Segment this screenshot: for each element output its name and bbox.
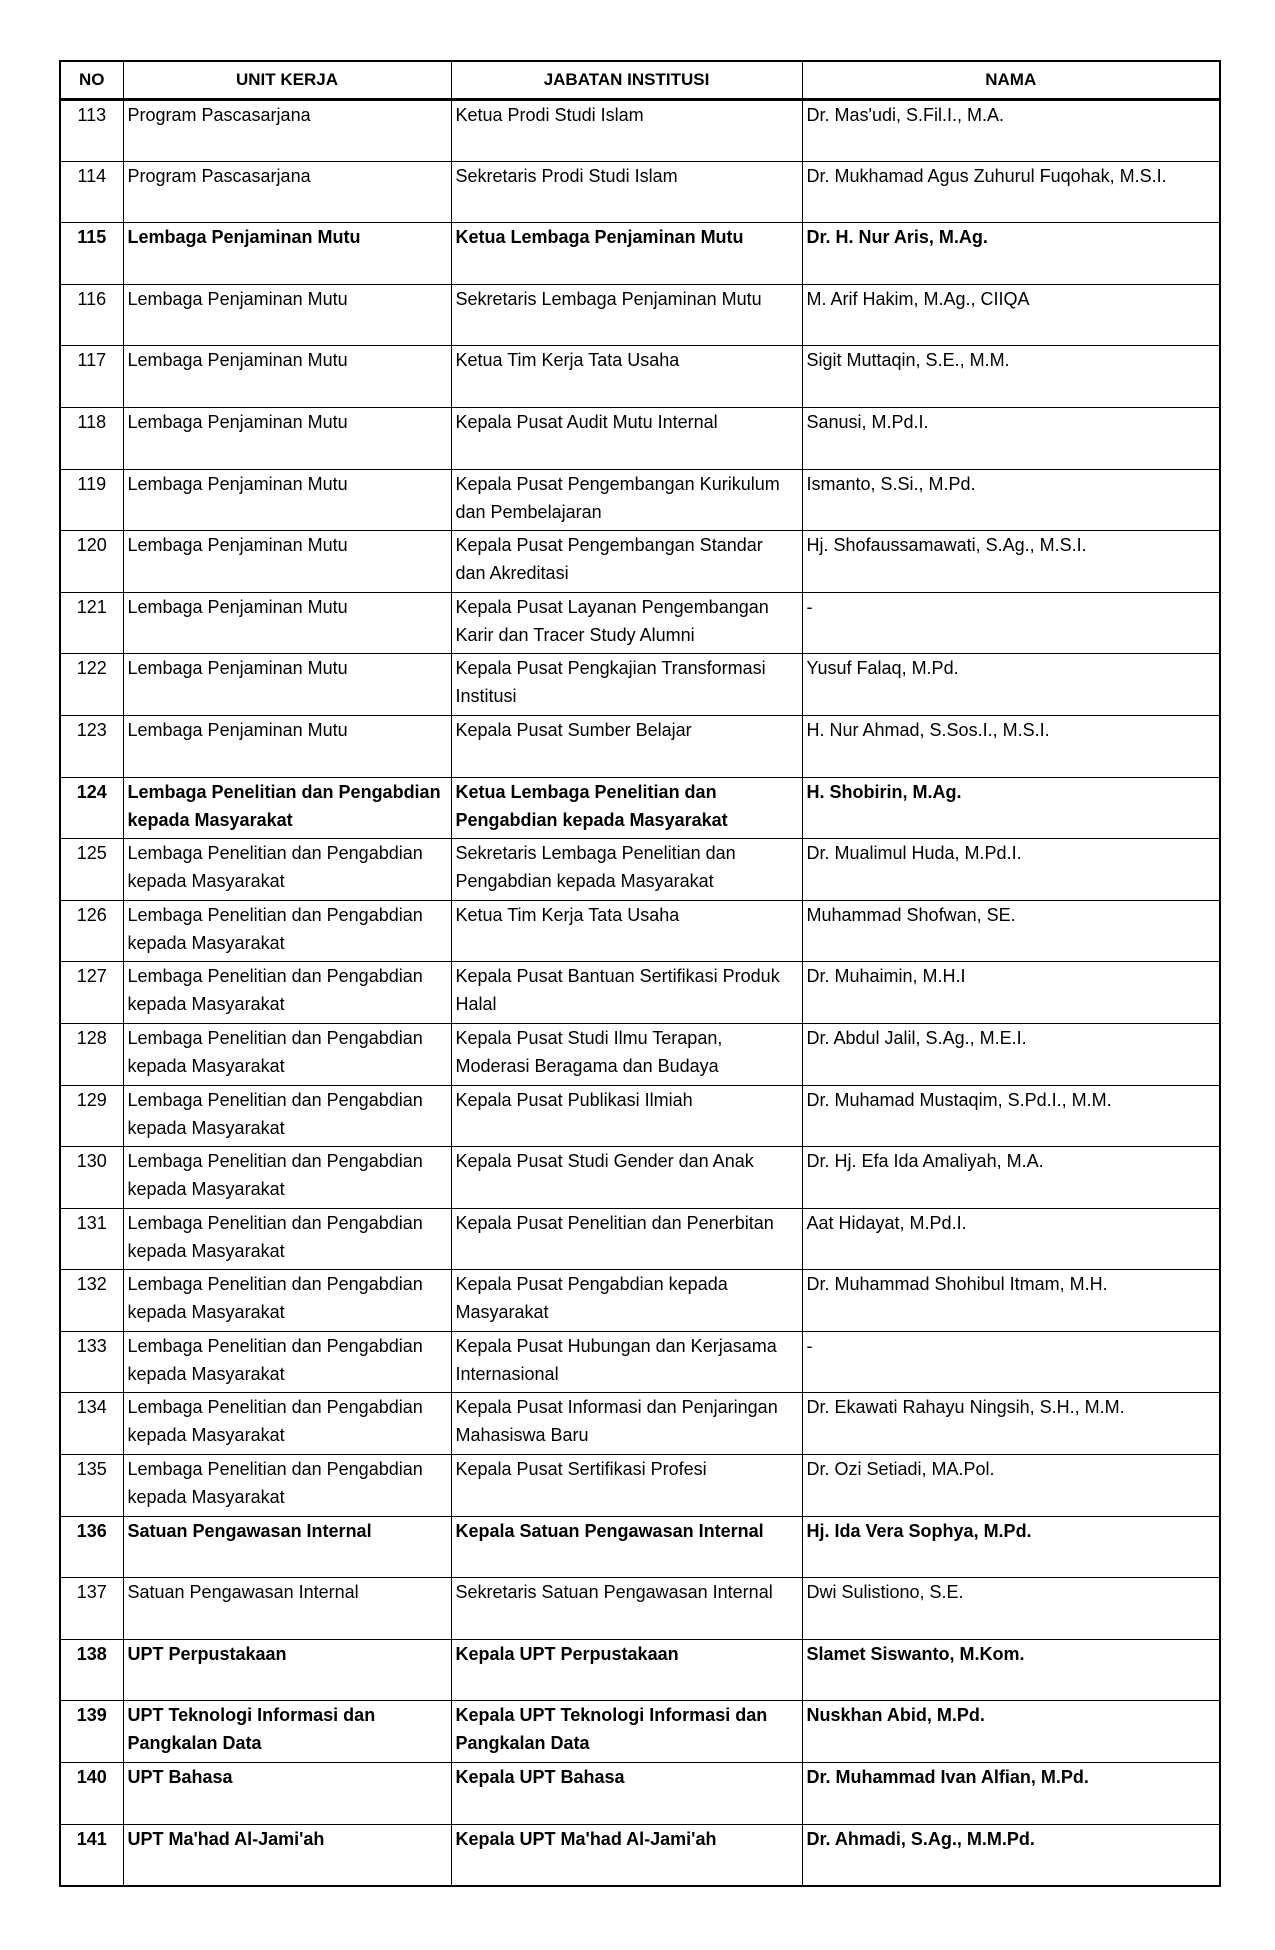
cell-no: 139 (60, 1701, 123, 1763)
cell-unit-kerja: Lembaga Penelitian dan Pengabdian kepada Masyarakat (123, 1147, 451, 1209)
cell-unit-kerja: UPT Bahasa (123, 1763, 451, 1825)
cell-unit-kerja: Lembaga Penjaminan Mutu (123, 715, 451, 777)
table-row (60, 1639, 1220, 1701)
table-row (60, 962, 1220, 1024)
cell-nama: Sigit Muttaqin, S.E., M.M. (802, 346, 1220, 408)
cell-no: 124 (60, 777, 123, 839)
cell-nama: Muhammad Shofwan, SE. (802, 900, 1220, 962)
cell-nama: Dr. Ozi Setiadi, MA.Pol. (802, 1455, 1220, 1517)
cell-jabatan-institusi: Kepala Pusat Pengembangan Kurikulum dan Pembelajaran (451, 469, 802, 531)
cell-unit-kerja: Lembaga Penjaminan Mutu (123, 284, 451, 346)
table-row (60, 1578, 1220, 1640)
cell-no: 115 (60, 223, 123, 285)
table-row (60, 1023, 1220, 1085)
table-body (60, 100, 1220, 1886)
cell-unit-kerja: Satuan Pengawasan Internal (123, 1578, 451, 1640)
cell-no: 131 (60, 1208, 123, 1270)
cell-unit-kerja: Lembaga Penjaminan Mutu (123, 469, 451, 531)
cell-no: 138 (60, 1639, 123, 1701)
cell-unit-kerja: Lembaga Penelitian dan Pengabdian kepada Masyarakat (123, 839, 451, 901)
cell-jabatan-institusi: Kepala Pusat Sertifikasi Profesi (451, 1455, 802, 1517)
cell-jabatan-institusi: Kepala Pusat Studi Gender dan Anak (451, 1147, 802, 1209)
cell-unit-kerja: Program Pascasarjana (123, 100, 451, 162)
table-row (60, 1516, 1220, 1578)
cell-jabatan-institusi: Kepala Pusat Penelitian dan Penerbitan (451, 1208, 802, 1270)
table-row (60, 1701, 1220, 1763)
cell-no: 141 (60, 1824, 123, 1886)
cell-no: 119 (60, 469, 123, 531)
cell-jabatan-institusi: Ketua Lembaga Penjaminan Mutu (451, 223, 802, 285)
cell-nama: H. Shobirin, M.Ag. (802, 777, 1220, 839)
cell-no: 122 (60, 654, 123, 716)
cell-unit-kerja: Lembaga Penelitian dan Pengabdian kepada Masyarakat (123, 1393, 451, 1455)
cell-jabatan-institusi: Ketua Lembaga Penelitian dan Pengabdian kepada Masyarakat (451, 777, 802, 839)
cell-nama: Dr. Muhammad Shohibul Itmam, M.H. (802, 1270, 1220, 1332)
cell-jabatan-institusi: Kepala UPT Perpustakaan (451, 1639, 802, 1701)
cell-jabatan-institusi: Kepala Pusat Audit Mutu Internal (451, 407, 802, 469)
table-row (60, 284, 1220, 346)
cell-jabatan-institusi: Kepala UPT Teknologi Informasi dan Pangkalan Data (451, 1701, 802, 1763)
cell-jabatan-institusi: Kepala Pusat Pengembangan Standar dan Akreditasi (451, 531, 802, 593)
table-row (60, 1147, 1220, 1209)
officials-table (59, 60, 1221, 1887)
cell-unit-kerja: Lembaga Penjaminan Mutu (123, 654, 451, 716)
cell-unit-kerja: Lembaga Penelitian dan Pengabdian kepada Masyarakat (123, 1331, 451, 1393)
cell-no: 130 (60, 1147, 123, 1209)
cell-nama: Slamet Siswanto, M.Kom. (802, 1639, 1220, 1701)
table-row (60, 469, 1220, 531)
table-row (60, 346, 1220, 408)
cell-jabatan-institusi: Kepala Pusat Informasi dan Penjaringan Mahasiswa Baru (451, 1393, 802, 1455)
cell-jabatan-institusi: Sekretaris Lembaga Penjaminan Mutu (451, 284, 802, 346)
table-row (60, 100, 1220, 162)
table-row (60, 1763, 1220, 1825)
cell-no: 114 (60, 161, 123, 223)
cell-unit-kerja: Lembaga Penelitian dan Pengabdian kepada Masyarakat (123, 1270, 451, 1332)
cell-nama: Dr. Mukhamad Agus Zuhurul Fuqohak, M.S.I. (802, 161, 1220, 223)
header-no: NO (60, 61, 123, 100)
cell-unit-kerja: Lembaga Penelitian dan Pengabdian kepada Masyarakat (123, 1455, 451, 1517)
cell-nama: Dr. Ahmadi, S.Ag., M.M.Pd. (802, 1824, 1220, 1886)
cell-no: 133 (60, 1331, 123, 1393)
cell-no: 127 (60, 962, 123, 1024)
cell-nama: Dr. Muhammad Ivan Alfian, M.Pd. (802, 1763, 1220, 1825)
cell-unit-kerja: Lembaga Penjaminan Mutu (123, 592, 451, 654)
table-row (60, 223, 1220, 285)
document-page (59, 60, 1219, 1887)
cell-unit-kerja: Satuan Pengawasan Internal (123, 1516, 451, 1578)
cell-jabatan-institusi: Ketua Tim Kerja Tata Usaha (451, 346, 802, 408)
cell-nama: Dwi Sulistiono, S.E. (802, 1578, 1220, 1640)
cell-unit-kerja: Lembaga Penelitian dan Pengabdian kepada Masyarakat (123, 962, 451, 1024)
cell-no: 126 (60, 900, 123, 962)
cell-no: 129 (60, 1085, 123, 1147)
cell-unit-kerja: UPT Teknologi Informasi dan Pangkalan Data (123, 1701, 451, 1763)
cell-jabatan-institusi: Kepala Pusat Bantuan Sertifikasi Produk Halal (451, 962, 802, 1024)
cell-no: 135 (60, 1455, 123, 1517)
cell-nama: Dr. Mas'udi, S.Fil.I., M.A. (802, 100, 1220, 162)
table-row (60, 1393, 1220, 1455)
cell-jabatan-institusi: Kepala Satuan Pengawasan Internal (451, 1516, 802, 1578)
cell-unit-kerja: Lembaga Penjaminan Mutu (123, 223, 451, 285)
header-nama: NAMA (802, 61, 1220, 100)
table-row (60, 1455, 1220, 1517)
cell-no: 117 (60, 346, 123, 408)
cell-nama: Nuskhan Abid, M.Pd. (802, 1701, 1220, 1763)
cell-nama: - (802, 592, 1220, 654)
table-row (60, 531, 1220, 593)
cell-no: 137 (60, 1578, 123, 1640)
cell-no: 128 (60, 1023, 123, 1085)
cell-no: 140 (60, 1763, 123, 1825)
cell-unit-kerja: Lembaga Penelitian dan Pengabdian kepada Masyarakat (123, 1023, 451, 1085)
cell-nama: Dr. Muhamad Mustaqim, S.Pd.I., M.M. (802, 1085, 1220, 1147)
cell-unit-kerja: Lembaga Penelitian dan Pengabdian kepada Masyarakat (123, 900, 451, 962)
cell-unit-kerja: Lembaga Penelitian dan Pengabdian kepada Masyarakat (123, 777, 451, 839)
cell-nama: Dr. Hj. Efa Ida Amaliyah, M.A. (802, 1147, 1220, 1209)
cell-no: 116 (60, 284, 123, 346)
cell-unit-kerja: UPT Ma'had Al-Jami'ah (123, 1824, 451, 1886)
cell-jabatan-institusi: Sekretaris Prodi Studi Islam (451, 161, 802, 223)
cell-unit-kerja: Lembaga Penjaminan Mutu (123, 346, 451, 408)
cell-nama: H. Nur Ahmad, S.Sos.I., M.S.I. (802, 715, 1220, 777)
cell-no: 118 (60, 407, 123, 469)
table-row (60, 1208, 1220, 1270)
header-unit-kerja: UNIT KERJA (123, 61, 451, 100)
cell-nama: Dr. H. Nur Aris, M.Ag. (802, 223, 1220, 285)
table-row (60, 161, 1220, 223)
table-row (60, 900, 1220, 962)
table-row (60, 777, 1220, 839)
table-row (60, 839, 1220, 901)
cell-jabatan-institusi: Ketua Tim Kerja Tata Usaha (451, 900, 802, 962)
cell-jabatan-institusi: Kepala Pusat Sumber Belajar (451, 715, 802, 777)
cell-no: 125 (60, 839, 123, 901)
cell-jabatan-institusi: Kepala Pusat Layanan Pengembangan Karir dan Tracer Study Alumni (451, 592, 802, 654)
cell-jabatan-institusi: Kepala UPT Bahasa (451, 1763, 802, 1825)
table-row (60, 407, 1220, 469)
cell-nama: Sanusi, M.Pd.I. (802, 407, 1220, 469)
table-row (60, 592, 1220, 654)
header-jabatan-institusi: JABATAN INSTITUSI (451, 61, 802, 100)
table-row (60, 1270, 1220, 1332)
cell-no: 121 (60, 592, 123, 654)
table-row (60, 1331, 1220, 1393)
cell-unit-kerja: UPT Perpustakaan (123, 1639, 451, 1701)
cell-jabatan-institusi: Kepala Pusat Pengabdian kepada Masyarakat (451, 1270, 802, 1332)
cell-jabatan-institusi: Sekretaris Satuan Pengawasan Internal (451, 1578, 802, 1640)
cell-jabatan-institusi: Kepala Pusat Pengkajian Transformasi Institusi (451, 654, 802, 716)
cell-no: 123 (60, 715, 123, 777)
cell-nama: Aat Hidayat, M.Pd.I. (802, 1208, 1220, 1270)
cell-nama: M. Arif Hakim, M.Ag., CIIQA (802, 284, 1220, 346)
cell-nama: Ismanto, S.Si., M.Pd. (802, 469, 1220, 531)
cell-jabatan-institusi: Kepala Pusat Studi Ilmu Terapan, Moderasi Beragama dan Budaya (451, 1023, 802, 1085)
cell-jabatan-institusi: Ketua Prodi Studi Islam (451, 100, 802, 162)
table-row (60, 1824, 1220, 1886)
cell-nama: Hj. Shofaussamawati, S.Ag., M.S.I. (802, 531, 1220, 593)
header-row (60, 61, 1220, 100)
cell-unit-kerja: Lembaga Penjaminan Mutu (123, 407, 451, 469)
cell-unit-kerja: Lembaga Penelitian dan Pengabdian kepada Masyarakat (123, 1208, 451, 1270)
cell-nama: Yusuf Falaq, M.Pd. (802, 654, 1220, 716)
cell-no: 136 (60, 1516, 123, 1578)
cell-unit-kerja: Program Pascasarjana (123, 161, 451, 223)
cell-no: 120 (60, 531, 123, 593)
cell-nama: - (802, 1331, 1220, 1393)
cell-jabatan-institusi: Sekretaris Lembaga Penelitian dan Pengabdian kepada Masyarakat (451, 839, 802, 901)
cell-nama: Dr. Ekawati Rahayu Ningsih, S.H., M.M. (802, 1393, 1220, 1455)
cell-nama: Dr. Mualimul Huda, M.Pd.I. (802, 839, 1220, 901)
cell-unit-kerja: Lembaga Penjaminan Mutu (123, 531, 451, 593)
cell-no: 134 (60, 1393, 123, 1455)
cell-no: 113 (60, 100, 123, 162)
cell-nama: Dr. Abdul Jalil, S.Ag., M.E.I. (802, 1023, 1220, 1085)
table-header (60, 61, 1220, 100)
cell-jabatan-institusi: Kepala Pusat Publikasi Ilmiah (451, 1085, 802, 1147)
table-row (60, 654, 1220, 716)
cell-no: 132 (60, 1270, 123, 1332)
table-row (60, 1085, 1220, 1147)
cell-jabatan-institusi: Kepala Pusat Hubungan dan Kerjasama Internasional (451, 1331, 802, 1393)
cell-nama: Hj. Ida Vera Sophya, M.Pd. (802, 1516, 1220, 1578)
cell-jabatan-institusi: Kepala UPT Ma'had Al-Jami'ah (451, 1824, 802, 1886)
table-row (60, 715, 1220, 777)
cell-nama: Dr. Muhaimin, M.H.I (802, 962, 1220, 1024)
cell-unit-kerja: Lembaga Penelitian dan Pengabdian kepada Masyarakat (123, 1085, 451, 1147)
